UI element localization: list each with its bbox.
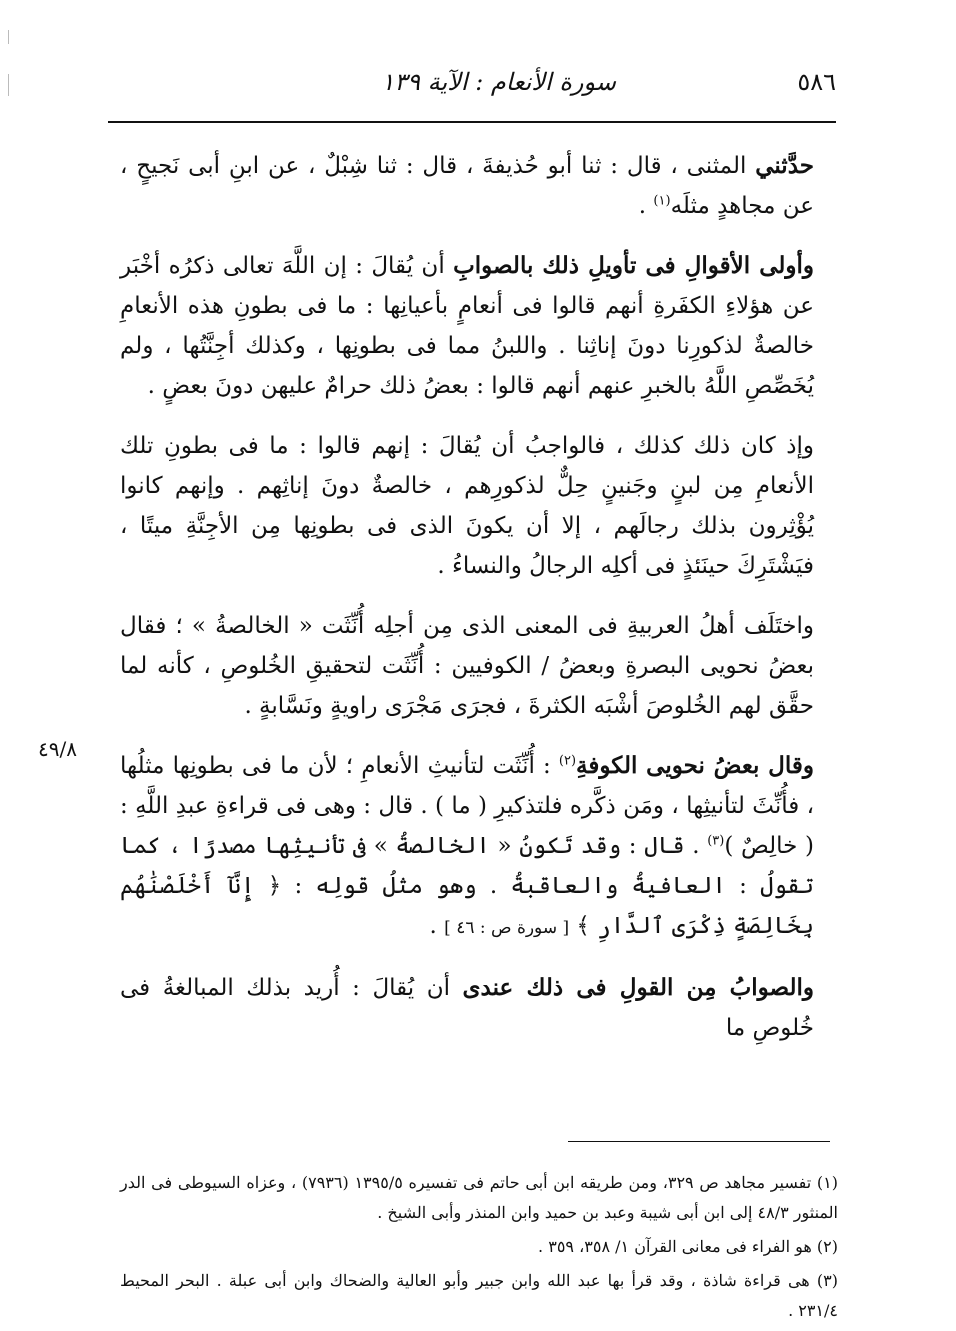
footnote-2: (٢) هو الفراء فى معانى القرآن ١/ ٣٥٨، ٣٥٩ . bbox=[538, 1237, 838, 1256]
scan-edge-mark bbox=[8, 30, 9, 44]
main-text bbox=[120, 146, 814, 1068]
paragraph-text: أن يُقالَ : إن اللَّهَ تعالى ذكرُه أخْبَر عن هؤلاءِ الكفَرةِ أنهم قالوا فى أنعامٍ بأعيانِها : ما فى بطونِ هذه الأنعامِ خالصةٌ لذكورِنا دونَ إناثِنا . واللبنُ مما فى بطونِها ، وكذلك أجِنَّتُها ، ولم يُخَصِّصِ اللَّهُ بالخبرِ عنهم أنهم قالوا : بعضُ ذلك حرامٌ عليهن دونَ بعضٍ . bbox=[120, 253, 814, 399]
paragraph-1 bbox=[120, 146, 814, 226]
footnote-ref: (٢) bbox=[558, 753, 577, 769]
paragraph-text: . bbox=[638, 193, 654, 219]
paragraph-text: أن يُقالَ : أُريد بذلك المبالغةُ فى خُلوصِ ما bbox=[120, 975, 814, 1041]
scan-edge-mark bbox=[8, 74, 9, 96]
paragraph-text: وإذ كان ذلك كذلك ، فالواجبُ أن يُقالَ : إنهم قالوا : ما فى بطونِ تلك الأنعامِ مِن لبنٍ وجَنينٍ حِلٌّ لذكورِهم ، خالصةٌ دونَ إناثِهم . وإنهم كانوا يُؤْثِرون بذلك رجالَهم ، إلا أن يكونَ الذى فى بطونِها مِن الأجِنَّةِ ميتًا ، فيَشْتَرِكَ حينَئذٍ فى أكلِه الرجالُ والنساءُ . bbox=[120, 433, 814, 579]
paragraph-5 bbox=[120, 746, 814, 948]
paragraph-text: . bbox=[429, 913, 445, 939]
paragraph-2 bbox=[120, 246, 814, 406]
page-header bbox=[108, 62, 836, 110]
footnotes bbox=[120, 1168, 838, 1330]
paragraph-6 bbox=[120, 968, 814, 1048]
running-title: سورة الأنعام : الآية ١٣٩ bbox=[381, 68, 616, 96]
page-number: ٥٨٦ bbox=[797, 68, 836, 96]
footnote-1: (١) تفسير مجاهد ص ٣٢٩، ومن طريقه ابن أبى حاتم فى تفسيره ١٣٩٥/٥ (٧٩٣٦) ، وعزاه السيوطى فى الدر المنثور ٤٨/٣ إلى ابن أبى شيبة وعبد بن حميد وابن المنذر وأبى الشيخ . bbox=[120, 1173, 839, 1222]
quran-reference: [ سورة ص : ٤٦ ] bbox=[444, 918, 570, 938]
paragraph-lead: وقال بعضُ نحويى الكوفةِ bbox=[576, 752, 814, 779]
paragraph-text: . قال : وقد تَكونُ « الخالصةُ » فى تأنيثِها مصدرًا ، كما تقولُ : العافيةُ والعاقبةُ . وهو مثلُ قولِه : ﴿ إِنَّآ أَخْلَصْنَٰهُم بِخَالِصَةٍ ذِكْرَى ٱلدَّارِ ﴾ bbox=[120, 833, 814, 939]
footnote-3: (٣) هى قراءة شاذة ، وقد قرأ بها عبد الله وابن جبير وأبو العالية والضحاك وابن أبى عبلة . البحر المحيط ٢٣١/٤ . bbox=[120, 1271, 838, 1320]
margin-volume-page-note: ٤٩/٨ bbox=[38, 737, 77, 761]
paragraph-lead: وأولى الأقوالِ فى تأويلِ ذلك بالصوابِ bbox=[453, 252, 814, 279]
header-rule bbox=[108, 121, 836, 123]
paragraph-text: : أُنِّثَت لتأنيثِ الأنعامِ ؛ لأن ما فى بطونِها مثلُها ، فأُنِّثَ لتأنيثِها ، ومَن ذكَّره فلتذكيرِ ( ما ) . قال : وهى فى قراءةِ عبدِ اللَّهِ : ( خالِصٌ ) bbox=[120, 753, 814, 859]
footnote-ref: (٣) bbox=[707, 833, 725, 849]
footnote-ref: (١) bbox=[653, 193, 671, 209]
paragraph-lead: حدَّثني bbox=[755, 152, 814, 179]
footnote-rule bbox=[568, 1141, 830, 1142]
paragraph-text: واختَلَف أهلُ العربيةِ فى المعنى الذى مِن أجلِه أُنِّثَت « الخالصةُ » ؛ فقال بعضُ نحويى البصرةِ وبعضُ / الكوفيين : أُنِّثَت لتحقيقِ الخُلوصِ ، كأنه لما حقَّق لهم الخُلوصَ أشْبَه الكثرةَ ، فجرَى مَجْرَى راويةٍ ونَسَّابةٍ . bbox=[120, 613, 814, 719]
paragraph-text: المثنى ، قال : ثنا أبو حُذيفةَ ، قال : ثنا شِبْلٌ ، عن ابنِ أبى نَجيحٍ ، عن مجاهدٍ مثلَه bbox=[120, 153, 814, 219]
paragraph-lead: والصوابُ مِن القولِ فى ذلك عندى bbox=[462, 974, 814, 1001]
paragraph-4 bbox=[120, 606, 814, 726]
paragraph-3 bbox=[120, 426, 814, 586]
